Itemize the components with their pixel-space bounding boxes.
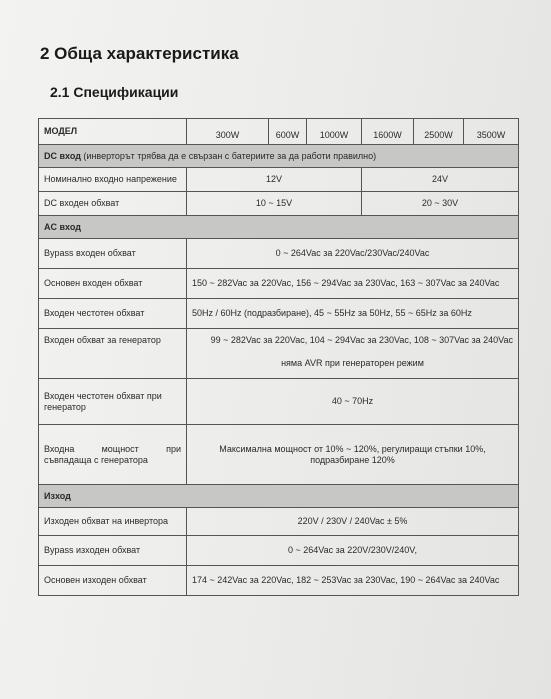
main-output-label: Основен изходен обхват xyxy=(39,566,187,596)
gen-freq-row xyxy=(39,379,519,425)
dc-section-note: (инверторът трябва да е свързан с батериите за да работи правилно) xyxy=(83,150,377,161)
main-output-row xyxy=(39,566,519,596)
inv-output-value: 220V / 230V / 240Vac ± 5% xyxy=(187,508,519,536)
bypass-output-row xyxy=(39,536,519,566)
output-section-row xyxy=(39,485,519,508)
gen-power-row xyxy=(39,425,519,485)
input-freq-value: 50Hz / 60Hz (подразбиране), 45 ~ 55Hz за 50Hz, 55 ~ 65Hz за 60Hz xyxy=(187,299,519,329)
output-section-title: Изход xyxy=(39,485,519,508)
gen-freq-label: Входен честотен обхват при генератор xyxy=(39,379,187,425)
ac-section-title: AC вход xyxy=(39,216,519,239)
model-1000w: 1000W xyxy=(307,119,362,145)
model-label: МОДЕЛ xyxy=(39,119,187,145)
gen-power-value: Максимална мощност от 10% ~ 120%, регулиращи стъпки 10%, подразбиране 120% xyxy=(187,425,519,485)
dc-section-row xyxy=(39,145,519,168)
section-heading: 2 Обща характеристика xyxy=(40,44,239,63)
model-300w: 300W xyxy=(187,119,269,145)
bypass-input-label: Bypass входен обхват xyxy=(39,239,187,269)
bypass-output-value: 0 ~ 264Vac за 220V/230V/240V, xyxy=(187,536,519,566)
bypass-output-label: Bypass изходен обхват xyxy=(39,536,187,566)
model-600w: 600W xyxy=(269,119,307,145)
nominal-input-row xyxy=(39,168,519,192)
gen-power-label: Входна мощност при съвпадаща с генератора xyxy=(39,425,187,485)
gen-input-row xyxy=(39,329,519,379)
main-input-label: Основен входен обхват xyxy=(39,269,187,299)
gen-input-label: Входен обхват за генератор xyxy=(39,329,187,379)
model-header-row xyxy=(39,119,519,145)
model-3500w: 3500W xyxy=(464,119,519,145)
input-freq-label: Входен честотен обхват xyxy=(39,299,187,329)
gen-freq-value: 40 ~ 70Hz xyxy=(187,379,519,425)
gen-input-note: няма AVR при генераторен режим xyxy=(281,358,424,368)
ac-section-row xyxy=(39,216,519,239)
nominal-input-label: Номинално входно напрежение xyxy=(39,168,187,192)
dc-range-label: DC входен обхват xyxy=(39,192,187,216)
dc-section-title: DC вход xyxy=(44,150,81,161)
nominal-input-high: 24V xyxy=(362,168,519,192)
model-1600w: 1600W xyxy=(362,119,414,145)
model-2500w: 2500W xyxy=(414,119,464,145)
gen-input-value: 99 ~ 282Vac за 220Vac, 104 ~ 294Vac за 230Vac, 108 ~ 307Vac за 240Vac xyxy=(210,335,513,345)
input-freq-row xyxy=(39,299,519,329)
dc-range-row xyxy=(39,192,519,216)
main-output-value: 174 ~ 242Vac за 220Vac, 182 ~ 253Vac за 230Vac, 190 ~ 264Vac за 240Vac xyxy=(187,566,519,596)
dc-range-low: 10 ~ 15V xyxy=(187,192,362,216)
nominal-input-low: 12V xyxy=(187,168,362,192)
dc-range-high: 20 ~ 30V xyxy=(362,192,519,216)
bypass-input-row xyxy=(39,239,519,269)
specifications-table xyxy=(38,118,519,596)
bypass-input-value: 0 ~ 264Vac за 220Vac/230Vac/240Vac xyxy=(187,239,519,269)
inv-output-label: Изходен обхват на инвертора xyxy=(39,508,187,536)
main-input-value: 150 ~ 282Vac за 220Vac, 156 ~ 294Vac за 230Vac, 163 ~ 307Vac за 240Vac xyxy=(187,269,519,299)
inv-output-row xyxy=(39,508,519,536)
subsection-heading: 2.1 Спецификации xyxy=(50,84,179,100)
main-input-row xyxy=(39,269,519,299)
